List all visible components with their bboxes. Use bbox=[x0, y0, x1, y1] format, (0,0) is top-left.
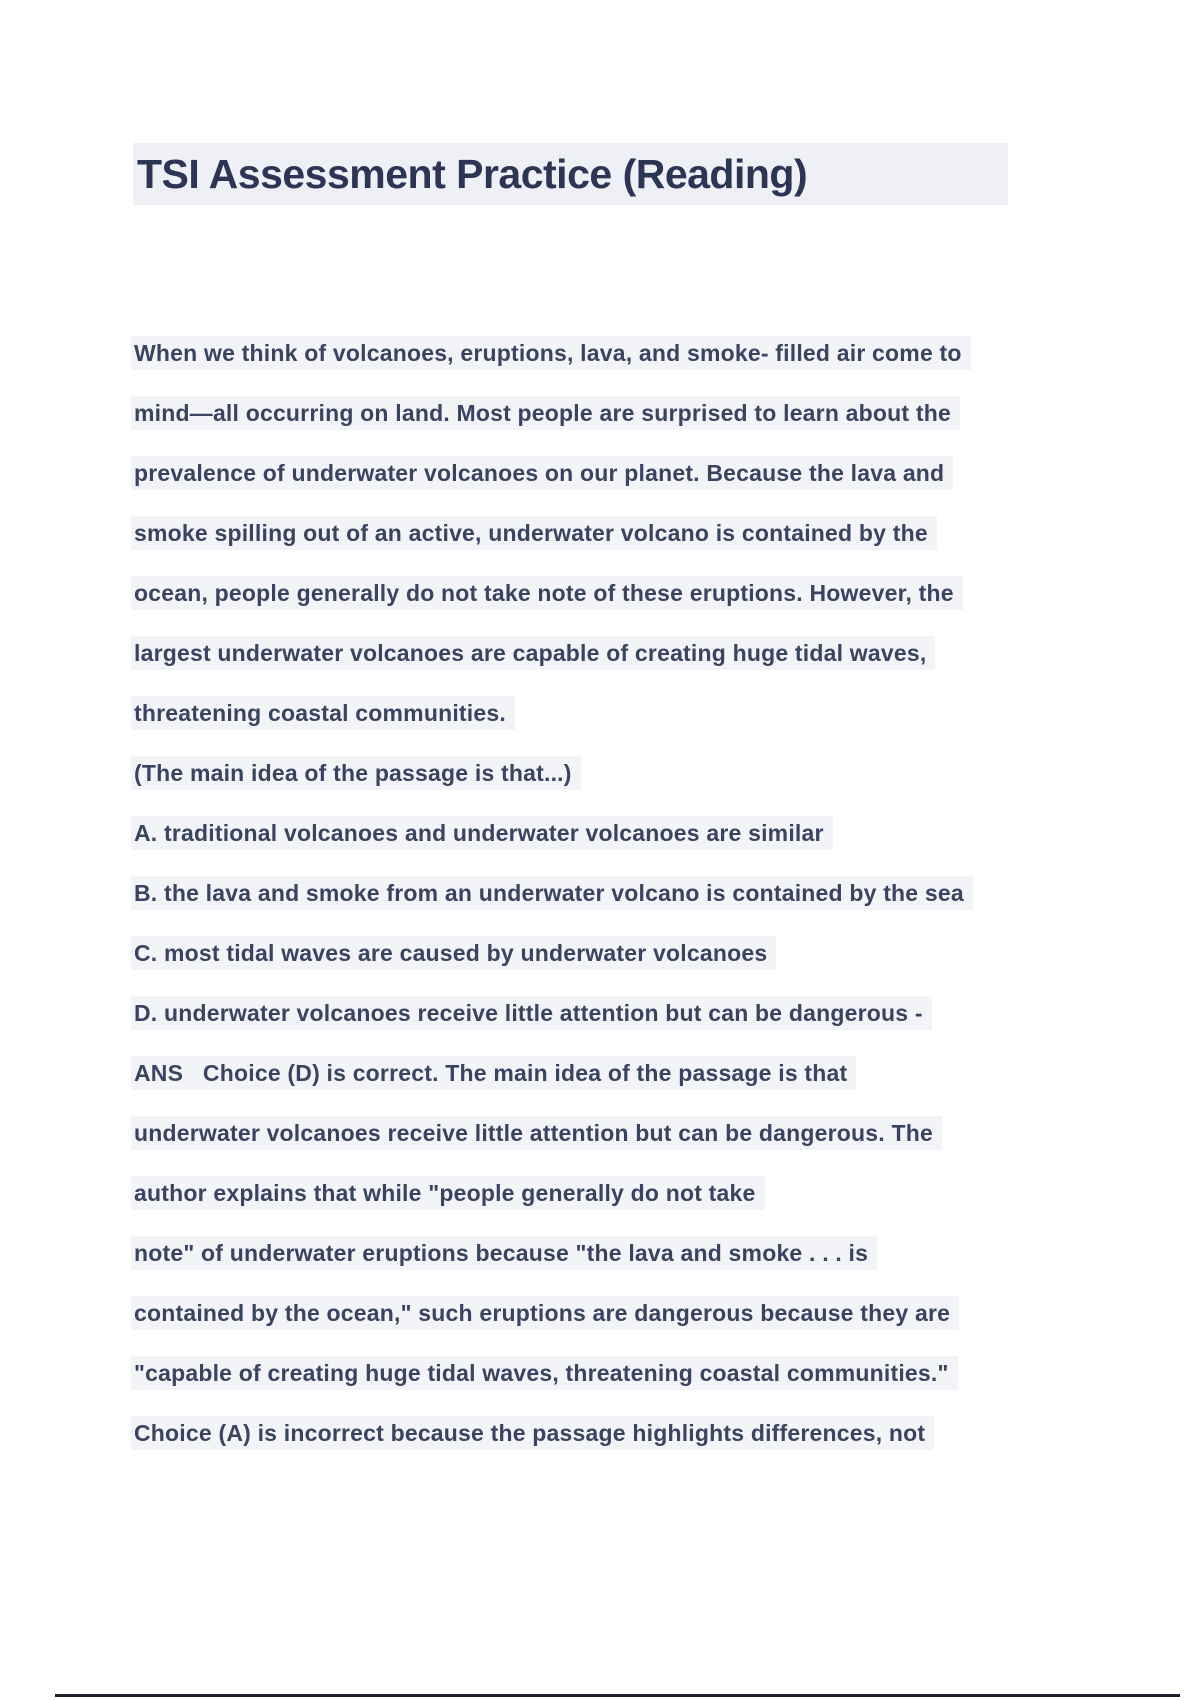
text-line-highlight: "capable of creating huge tidal waves, threatening coastal communities." bbox=[131, 1356, 958, 1390]
text-line bbox=[131, 696, 1171, 756]
text-line bbox=[131, 1416, 1171, 1476]
text-line-highlight: A. traditional volcanoes and underwater volcanoes are similar bbox=[131, 816, 833, 850]
text-line-highlight: smoke spilling out of an active, underwater volcano is contained by the bbox=[131, 516, 937, 550]
text-line bbox=[131, 1236, 1171, 1296]
text-line-highlight: D. underwater volcanoes receive little attention but can be dangerous - bbox=[131, 996, 932, 1030]
text-line-highlight: C. most tidal waves are caused by underwater volcanoes bbox=[131, 936, 776, 970]
text-line bbox=[131, 1296, 1171, 1356]
page-title: TSI Assessment Practice (Reading) bbox=[137, 151, 808, 197]
text-line-highlight: prevalence of underwater volcanoes on our planet. Because the lava and bbox=[131, 456, 953, 490]
text-line bbox=[131, 1356, 1171, 1416]
page-bottom-rule bbox=[55, 1694, 1180, 1697]
text-line bbox=[131, 936, 1171, 996]
text-line bbox=[131, 816, 1171, 876]
document-body bbox=[131, 336, 1171, 1476]
text-line bbox=[131, 516, 1171, 576]
text-line-highlight: author explains that while "people generally do not take bbox=[131, 1176, 765, 1210]
text-line-highlight: ocean, people generally do not take note of these eruptions. However, the bbox=[131, 576, 963, 610]
text-line bbox=[131, 756, 1171, 816]
text-line-highlight: note" of underwater eruptions because "the lava and smoke . . . is bbox=[131, 1236, 877, 1270]
text-line bbox=[131, 876, 1171, 936]
text-line bbox=[131, 636, 1171, 696]
text-line-highlight: underwater volcanoes receive little attention but can be dangerous. The bbox=[131, 1116, 942, 1150]
text-line-highlight: threatening coastal communities. bbox=[131, 696, 515, 730]
text-line bbox=[131, 336, 1171, 396]
text-line bbox=[131, 1116, 1171, 1176]
text-line bbox=[131, 456, 1171, 516]
text-line-highlight: B. the lava and smoke from an underwater volcano is contained by the sea bbox=[131, 876, 973, 910]
text-line-highlight: (The main idea of the passage is that...) bbox=[131, 756, 581, 790]
text-line bbox=[131, 996, 1171, 1056]
text-line bbox=[131, 1176, 1171, 1236]
text-line-highlight: largest underwater volcanoes are capable of creating huge tidal waves, bbox=[131, 636, 935, 670]
text-line bbox=[131, 1056, 1171, 1116]
text-line-highlight: When we think of volcanoes, eruptions, lava, and smoke- filled air come to bbox=[131, 336, 971, 370]
text-line-highlight: contained by the ocean," such eruptions are dangerous because they are bbox=[131, 1296, 959, 1330]
text-line-highlight: mind—all occurring on land. Most people are surprised to learn about the bbox=[131, 396, 960, 430]
text-line bbox=[131, 396, 1171, 456]
title-highlight-band bbox=[133, 143, 1008, 205]
text-line bbox=[131, 576, 1171, 636]
text-line-highlight: ANS Choice (D) is correct. The main idea of the passage is that bbox=[131, 1056, 856, 1090]
text-line-highlight: Choice (A) is incorrect because the passage highlights differences, not bbox=[131, 1416, 934, 1450]
